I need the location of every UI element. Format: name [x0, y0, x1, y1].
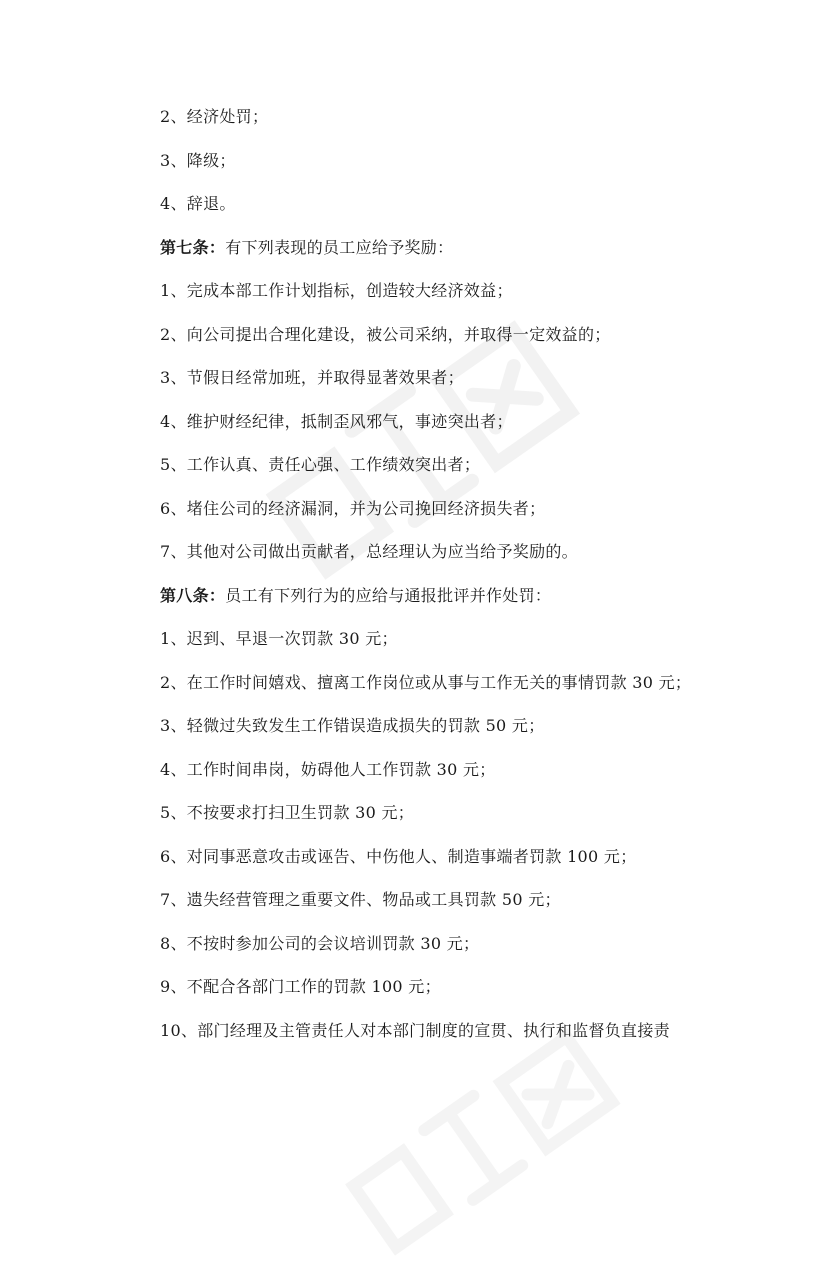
list-item: 10、部门经理及主管责任人对本部门制度的宣贯、执行和监督负直接责: [160, 1020, 670, 1040]
list-item: 3、轻微过失致发生工作错误造成损失的罚款 50 元；: [160, 716, 545, 735]
article-7-label: 第七条：: [160, 237, 226, 257]
list-item: 4、辞退。: [160, 194, 236, 213]
article-8-text: 员工有下列行为的应给与通报批评并作处罚：: [225, 585, 552, 605]
list-item: 5、不按要求打扫卫生罚款 30 元；: [160, 803, 415, 822]
list-item: 4、维护财经纪律，抵制歪风邪气，事迹突出者；: [160, 411, 513, 431]
list-item: 8、不按时参加公司的会议培训罚款 30 元；: [160, 933, 480, 953]
list-item: 2、在工作时间嬉戏、擅离工作岗位或从事与工作无关的事情罚款 30 元；: [160, 672, 692, 692]
list-item: 6、对同事恶意攻击或诬告、中伤他人、制造事端者罚款 100 元；: [160, 846, 637, 866]
list-item: 1、完成本部工作计划指标，创造较大经济效益；: [160, 281, 513, 300]
list-item: 6、堵住公司的经济漏洞，并为公司挽回经济损失者；: [160, 498, 546, 518]
article-7-heading: [160, 237, 720, 258]
list-item: 5、工作认真、责任心强、工作绩效突出者；: [160, 455, 481, 474]
list-item: 7、遗失经营管理之重要文件、物品或工具罚款 50 元；: [160, 890, 561, 909]
article-8-label: 第八条：: [160, 585, 226, 605]
document-body: [160, 106, 720, 1063]
list-item: 1、迟到、早退一次罚款 30 元；: [160, 629, 398, 648]
list-item: 2、向公司提出合理化建设，被公司采纳，并取得一定效益的；: [160, 324, 611, 344]
list-item: 7、其他对公司做出贡献者，总经理认为应当给予奖励的。: [160, 542, 578, 561]
list-item: 3、节假日经常加班，并取得显著效果者；: [160, 368, 464, 387]
list-item: 9、不配合各部门工作的罚款 100 元；: [160, 977, 441, 996]
list-item: 2、经济处罚；: [160, 107, 269, 126]
article-7-text: 有下列表现的员工应给予奖励：: [225, 237, 454, 257]
article-8-heading: [160, 585, 720, 606]
list-item: 4、工作时间串岗，妨碍他人工作罚款 30 元；: [160, 759, 496, 779]
list-item: 3、降级；: [160, 150, 236, 170]
